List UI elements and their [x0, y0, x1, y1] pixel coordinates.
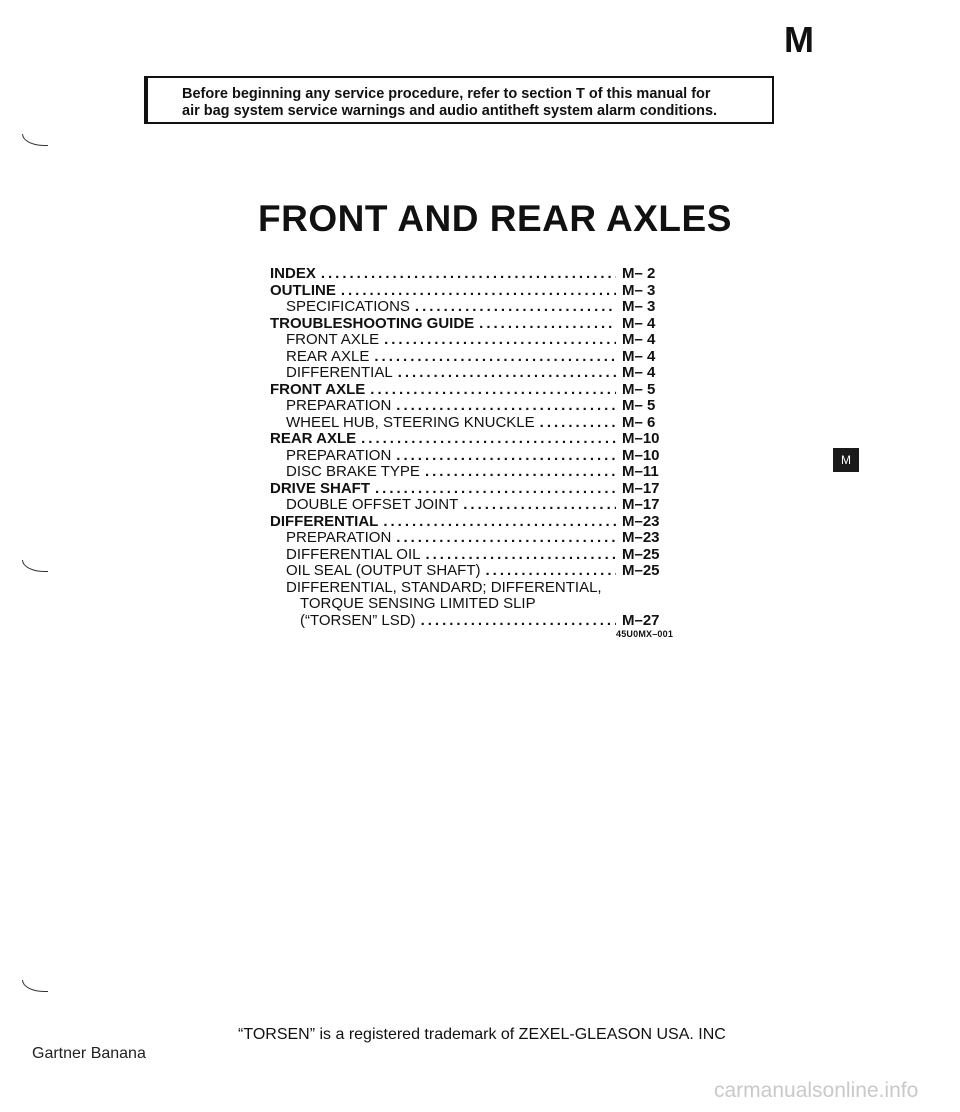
footer-right-watermark: carmanualsonline.info: [714, 1079, 919, 1102]
toc-leader-dots: [374, 349, 616, 366]
toc-entry-label: INDEX: [270, 265, 316, 282]
section-tab: M: [833, 448, 859, 472]
toc-entry-label: FRONT AXLE: [270, 380, 366, 398]
toc-leader-dots: [321, 266, 616, 283]
toc-leader-dots: [463, 497, 616, 514]
toc-entry[interactable]: [270, 464, 670, 481]
toc-leader-dots: [398, 365, 616, 382]
toc-entry-label: PREPARATION: [286, 397, 392, 414]
page-title: FRONT AND REAR AXLES: [258, 198, 732, 239]
toc-leader-dots: [540, 415, 616, 432]
toc-entry[interactable]: [270, 580, 670, 597]
toc-entry[interactable]: [270, 547, 670, 564]
toc-entry[interactable]: [270, 563, 670, 580]
toc-entry[interactable]: [270, 448, 670, 465]
toc-entry-label: WHEEL HUB, STEERING KNUCKLE: [286, 413, 535, 431]
toc-entry[interactable]: [270, 497, 670, 514]
toc-entry-label: PREPARATION: [286, 446, 392, 464]
toc-leader-dots: [370, 382, 616, 399]
edge-mark-bottom: [22, 980, 48, 992]
toc-leader-dots: [396, 448, 616, 465]
toc-entry-page: M–10: [622, 446, 660, 464]
edge-mark-top: [22, 134, 48, 146]
toc-entry[interactable]: [270, 266, 670, 283]
toc-entry-page: M– 3: [622, 281, 656, 299]
toc-entry-page: M– 4: [622, 314, 656, 332]
toc-entry-page: M–10: [622, 430, 660, 447]
toc-entry-label: TORQUE SENSING LIMITED SLIP: [300, 595, 536, 612]
table-of-contents: [270, 266, 670, 629]
toc-entry-page: M– 5: [622, 380, 656, 398]
toc-entry[interactable]: [270, 365, 670, 382]
toc-entry-label: DRIVE SHAFT: [270, 479, 371, 497]
toc-entry[interactable]: [270, 613, 670, 630]
toc-entry-label: DIFFERENTIAL: [270, 512, 379, 530]
toc-entry-page: M– 6: [622, 413, 656, 431]
toc-leader-dots: [375, 481, 616, 498]
toc-entry-page: M–27: [622, 611, 660, 629]
toc-entry-label: REAR AXLE: [270, 430, 357, 447]
footer-left-text: Gartner Banana: [32, 1045, 146, 1062]
toc-entry-page: M–25: [622, 562, 660, 579]
toc-leader-dots: [485, 563, 616, 580]
toc-entry[interactable]: [270, 299, 670, 316]
toc-entry[interactable]: [270, 530, 670, 547]
toc-leader-dots: [384, 332, 616, 349]
warning-line-1: Before beginning any service procedure, refer to section T of this manual for: [182, 86, 711, 102]
toc-entry[interactable]: [270, 596, 670, 613]
toc-leader-dots: [396, 398, 616, 415]
toc-leader-dots: [341, 283, 616, 300]
toc-entry-page: M–11: [622, 463, 659, 480]
toc-entry[interactable]: [270, 382, 670, 399]
toc-entry-label: OIL SEAL (OUTPUT SHAFT): [286, 562, 481, 579]
code-reference: 45U0MX–001: [616, 629, 674, 639]
toc-entry-label: (“TORSEN” LSD): [300, 611, 416, 629]
toc-entry-label: DIFFERENTIAL: [286, 364, 393, 381]
toc-entry-page: M–25: [622, 545, 660, 563]
warning-text: [182, 86, 717, 120]
toc-leader-dots: [415, 299, 616, 316]
toc-leader-dots: [425, 464, 616, 481]
toc-leader-dots: [421, 613, 616, 630]
toc-leader-dots: [383, 514, 616, 531]
toc-entry-label: PREPARATION: [286, 529, 392, 546]
toc-entry-label: REAR AXLE: [286, 347, 370, 365]
trademark-note: “TORSEN” is a registered trademark of ZEXEL-GLEASON USA. INC: [238, 1026, 726, 1043]
toc-entry[interactable]: [270, 431, 670, 448]
toc-entry-page: M–17: [622, 479, 660, 497]
section-letter: M: [784, 19, 814, 60]
toc-entry[interactable]: [270, 332, 670, 349]
toc-entry[interactable]: [270, 316, 670, 333]
toc-entry-label: DOUBLE OFFSET JOINT: [286, 496, 459, 513]
toc-leader-dots: [396, 530, 616, 547]
toc-entry-page: M– 3: [622, 298, 656, 315]
toc-entry-page: M– 4: [622, 364, 656, 381]
toc-entry-label: DIFFERENTIAL OIL: [286, 545, 421, 563]
toc-entry-label: DIFFERENTIAL, STANDARD; DIFFERENTIAL,: [286, 578, 602, 596]
toc-leader-dots: [479, 316, 616, 333]
toc-entry[interactable]: [270, 398, 670, 415]
toc-entry-label: TROUBLESHOOTING GUIDE: [270, 314, 475, 332]
toc-entry[interactable]: [270, 415, 670, 432]
toc-entry-label: FRONT AXLE: [286, 331, 380, 348]
toc-entry-label: OUTLINE: [270, 281, 336, 299]
warning-line-2: air bag system service warnings and audio antitheft system alarm conditions.: [182, 103, 718, 119]
toc-entry-label: SPECIFICATIONS: [286, 298, 410, 315]
toc-entry-page: M–23: [622, 512, 660, 530]
toc-entry-label: DISC BRAKE TYPE: [286, 463, 420, 480]
toc-entry[interactable]: [270, 481, 670, 498]
toc-leader-dots: [425, 547, 616, 564]
toc-entry[interactable]: [270, 283, 670, 300]
toc-entry[interactable]: [270, 349, 670, 366]
toc-entry-page: M– 4: [622, 347, 656, 365]
toc-entry[interactable]: [270, 514, 670, 531]
toc-leader-dots: [361, 431, 616, 448]
toc-entry-page: M– 4: [622, 331, 656, 348]
toc-entry-page: M–17: [622, 496, 660, 513]
toc-entry-page: M–23: [622, 529, 660, 546]
toc-entry-page: M– 2: [622, 265, 656, 282]
edge-mark-middle: [22, 560, 48, 572]
toc-entry-page: M– 5: [622, 397, 656, 414]
